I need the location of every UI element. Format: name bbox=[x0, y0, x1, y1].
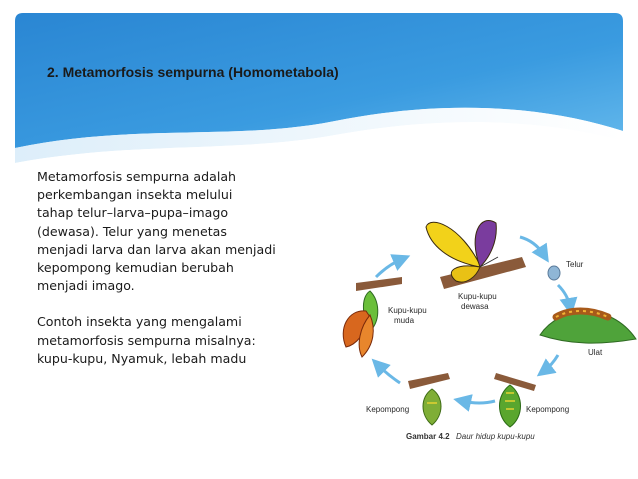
example-line: Contoh insekta yang mengalami bbox=[37, 314, 242, 330]
caterpillar-on-leaf-icon bbox=[540, 311, 636, 343]
arrow-caterpillar-to-pupa bbox=[544, 355, 558, 371]
label-adult-butterfly: Kupu-kupu bbox=[458, 292, 497, 301]
paragraph-line: tahap telur–larva–pupa–imago bbox=[37, 205, 229, 221]
header-band bbox=[15, 13, 623, 173]
label-egg: Telur bbox=[566, 260, 584, 269]
arrow-adult-to-egg bbox=[520, 237, 544, 255]
pupa-left-icon bbox=[408, 373, 450, 425]
paragraph-line: perkembangan insekta melului bbox=[37, 187, 233, 203]
body-text bbox=[37, 168, 299, 368]
butterfly-life-cycle-diagram bbox=[330, 205, 638, 465]
life-cycle-figure bbox=[330, 205, 638, 465]
slide-title: 2. Metamorfosis sempurna (Homometabola) bbox=[47, 64, 339, 80]
example-paragraph bbox=[37, 313, 299, 368]
arrow-pupa-to-young bbox=[378, 365, 400, 383]
arrow-egg-to-caterpillar bbox=[558, 285, 570, 307]
label-caterpillar: Ulat bbox=[588, 348, 603, 357]
paragraph-line: menjadi larva dan larva akan menjadi bbox=[37, 241, 276, 257]
pupa-right-icon bbox=[494, 373, 536, 427]
example-line: kupu-kupu, Nyamuk, lebah madu bbox=[37, 350, 247, 366]
figure-caption-text: Daur hidup kupu-kupu bbox=[456, 432, 535, 441]
arrow-young-to-adult bbox=[376, 259, 402, 277]
definition-paragraph bbox=[37, 168, 299, 295]
example-line: metamorfosis sempurna misalnya: bbox=[37, 332, 256, 348]
label-pupa-right: Kepompong bbox=[526, 405, 570, 414]
paragraph-line: Metamorfosis sempurna adalah bbox=[37, 169, 237, 184]
adult-butterfly-icon bbox=[426, 221, 526, 289]
figure-caption-number: Gambar 4.2 bbox=[406, 432, 450, 441]
arrow-pupa-to-pupa bbox=[462, 401, 495, 403]
label-young-butterfly: Kupu-kupu bbox=[388, 306, 427, 315]
label-pupa-left: Kepompong bbox=[366, 405, 410, 414]
paragraph-line: (dewasa). Telur yang menetas bbox=[37, 223, 227, 239]
egg-icon bbox=[548, 266, 560, 280]
label-young-butterfly: muda bbox=[394, 316, 415, 325]
paragraph-line: kepompong kemudian berubah bbox=[37, 260, 234, 276]
header-wave-shape bbox=[15, 13, 623, 173]
label-adult-butterfly: dewasa bbox=[461, 302, 489, 311]
paragraph-line: menjadi imago. bbox=[37, 278, 135, 294]
